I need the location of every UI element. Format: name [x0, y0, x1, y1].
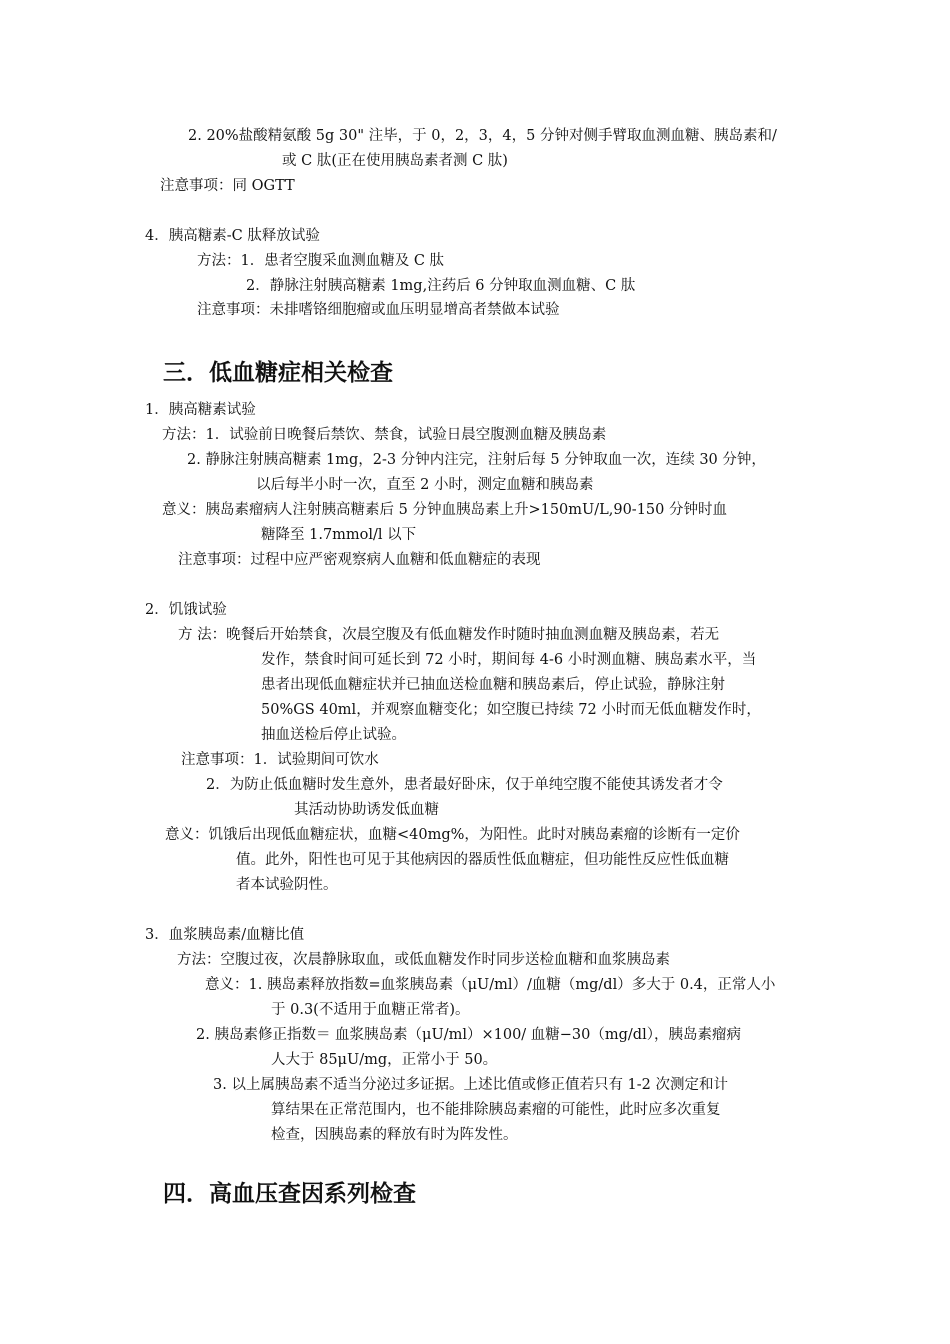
ratio-meaning-2-line-2: 人大于 85μU/mg，正常小于 50。	[271, 1052, 498, 1068]
ratio-meaning-3-line-1: 3. 以上属胰岛素不适当分泌过多证据。上述比值或修正值若只有 1-2 次测定和计	[213, 1077, 729, 1093]
glucagon-cpeptide-note: 注意事项：未排嗜铬细胞瘤或血压明显增高者禁做本试验	[197, 302, 560, 318]
arginine-note: 注意事项：同 OGTT	[160, 178, 295, 194]
fasting-test-method-line-1: 方 法：晚餐后开始禁食，次晨空腹及有低血糖发作时随时抽血测血糖及胰岛素，若无	[178, 627, 720, 643]
glucagon-test-method-1: 方法：1．试验前日晚餐后禁饮、禁食，试验日晨空腹测血糖及胰岛素	[162, 427, 607, 443]
ratio-meaning-1-line-2: 于 0.3(不适用于血糖正常者)。	[271, 1002, 470, 1018]
ratio-meaning-3-line-3: 检查，因胰岛素的释放有时为阵发性。	[271, 1127, 518, 1143]
fasting-test-note-2-line-2: 其活动协助诱发低血糖	[294, 802, 439, 818]
arginine-step-2-line-2: 或 C 肽(正在使用胰岛素者测 C 肽)	[282, 153, 508, 169]
glucagon-test-title: 1．胰高糖素试验	[145, 402, 256, 418]
glucagon-test-method-2-line-1: 2. 静脉注射胰高糖素 1mg，2-3 分钟内注完，注射后每 5 分钟取血一次，连续 30 分钟，	[187, 452, 766, 468]
ratio-method: 方法：空腹过夜，次晨静脉取血，或低血糖发作时同步送检血糖和血浆胰岛素	[177, 952, 670, 968]
glucagon-test-note: 注意事项：过程中应严密观察病人血糖和低血糖症的表现	[178, 552, 541, 568]
fasting-test-meaning-line-2: 值。此外，阳性也可见于其他病因的器质性低血糖症，但功能性反应性低血糖	[236, 852, 729, 868]
ratio-meaning-1-line-1: 意义：1. 胰岛素释放指数=血浆胰岛素（μU/ml）/血糖（mg/dl）多大于 0.4，正常人小	[205, 977, 776, 993]
fasting-test-method-line-5: 抽血送检后停止试验。	[261, 727, 406, 743]
ratio-meaning-3-line-2: 算结果在正常范围内，也不能排除胰岛素瘤的可能性，此时应多次重复	[271, 1102, 721, 1118]
glucagon-test-method-2-line-2: 以后每半小时一次，直至 2 小时，测定血糖和胰岛素	[256, 477, 594, 493]
section-heading-hypertension: 四．高血压查因系列检查	[163, 1181, 416, 1207]
fasting-test-method-line-3: 患者出现低血糖症状并已抽血送检血糖和胰岛素后，停止试验，静脉注射	[261, 677, 725, 693]
arginine-step-2-line-1: 2. 20%盐酸精氨酸 5g 30" 注毕，于 0，2，3，4，5 分钟对侧手臂取血测血糖、胰岛素和/	[188, 128, 777, 144]
ratio-title: 3．血浆胰岛素/血糖比值	[145, 927, 305, 943]
fasting-test-meaning-line-3: 者本试验阴性。	[236, 877, 338, 893]
ratio-meaning-2-line-1: 2. 胰岛素修正指数＝ 血浆胰岛素（μU/ml）×100/ 血糖−30（mg/dl），胰岛素瘤病	[196, 1027, 741, 1043]
fasting-test-note-1: 注意事项：1．试验期间可饮水	[181, 752, 379, 768]
glucagon-cpeptide-method-2: 2．静脉注射胰高糖素 1mg,注药后 6 分钟取血测血糖、C 肽	[246, 278, 636, 294]
glucagon-test-meaning-line-2: 糖降至 1.7mmol/l 以下	[261, 527, 417, 543]
fasting-test-method-line-4: 50%GS 40ml，并观察血糖变化；如空腹已持续 72 小时而无低血糖发作时，	[261, 702, 761, 718]
fasting-test-note-2-line-1: 2．为防止低血糖时发生意外，患者最好卧床，仅于单纯空腹不能使其诱发者才令	[206, 777, 723, 793]
glucagon-test-meaning-line-1: 意义：胰岛素瘤病人注射胰高糖素后 5 分钟血胰岛素上升>150mU/L,90-150 分钟时血	[162, 502, 727, 518]
fasting-test-meaning-line-1: 意义：饥饿后出现低血糖症状，血糖<40mg%，为阳性。此时对胰岛素瘤的诊断有一定价	[165, 827, 740, 843]
section-heading-hypoglycemia: 三．低血糖症相关检查	[163, 360, 393, 386]
fasting-test-method-line-2: 发作，禁食时间可延长到 72 小时，期间每 4-6 小时测血糖、胰岛素水平，当	[261, 652, 757, 668]
glucagon-cpeptide-method-1: 方法：1．患者空腹采血测血糖及 C 肽	[197, 253, 445, 269]
fasting-test-title: 2．饥饿试验	[145, 602, 227, 618]
glucagon-cpeptide-title: 4．胰高糖素-C 肽释放试验	[145, 228, 320, 244]
